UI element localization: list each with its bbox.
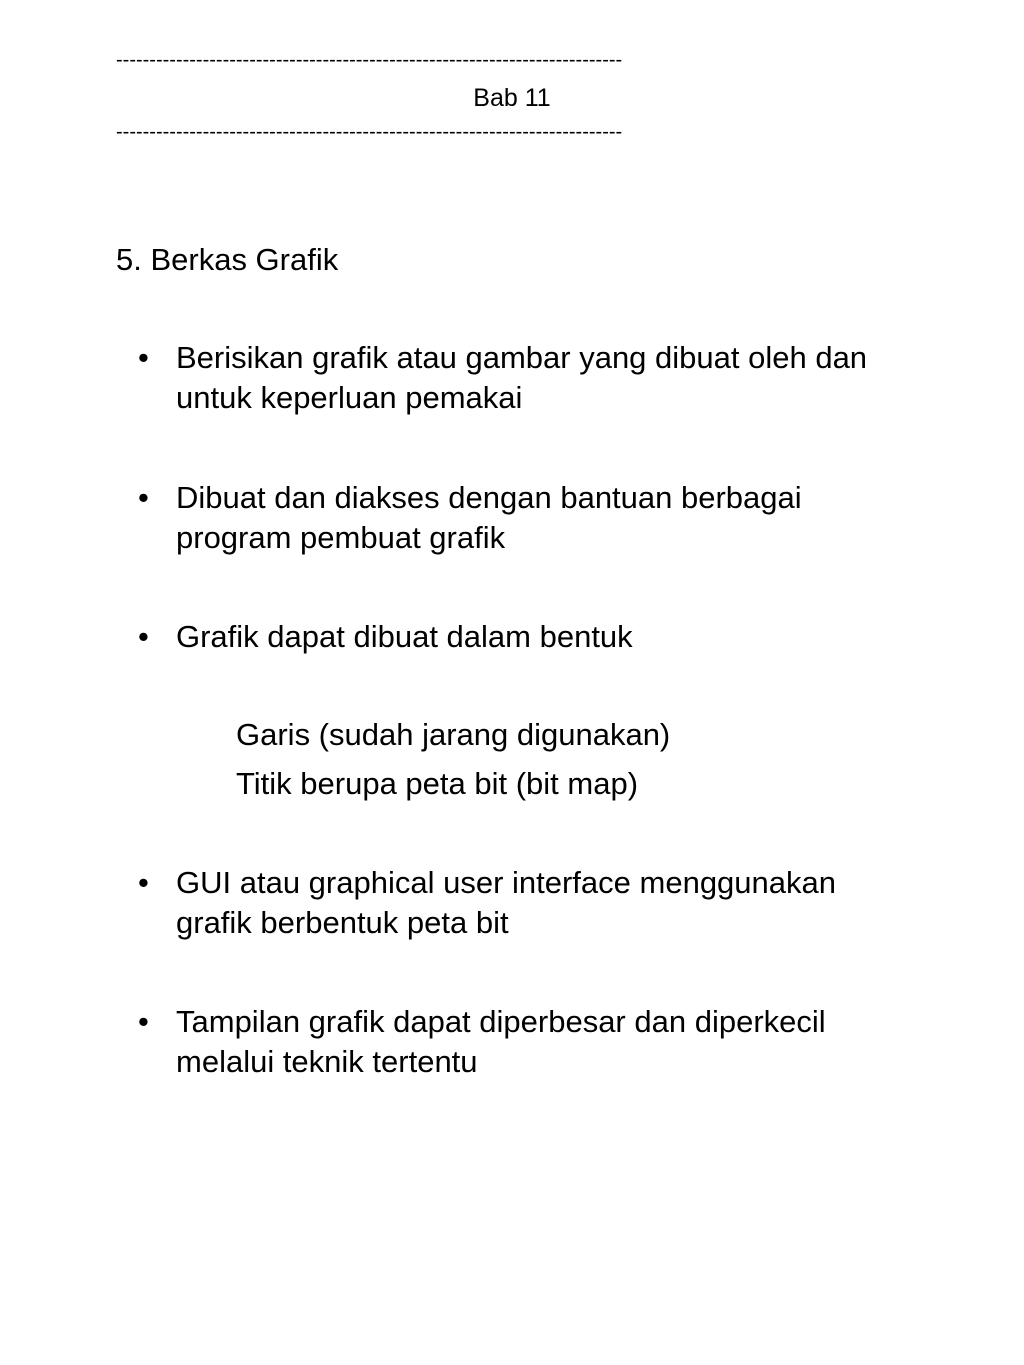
bullet-line: GUI atau graphical user interface menggunakan xyxy=(176,865,837,900)
header-rule-top: ---------------------------------------------------------------------------- xyxy=(116,49,623,71)
sub-item: Titik berupa peta bit (bit map) xyxy=(236,766,639,801)
bullet-marker: • xyxy=(138,1004,149,1039)
bullet-line: program pembuat grafik xyxy=(176,520,506,555)
bullet-text xyxy=(176,338,966,418)
bullet-text xyxy=(176,617,966,657)
bullet-line: Grafik dapat dibuat dalam bentuk xyxy=(176,619,633,654)
bullet-text xyxy=(176,1002,966,1082)
section-title: 5. Berkas Grafik xyxy=(116,242,339,277)
bullet-line: Berisikan grafik atau gambar yang dibuat oleh dan xyxy=(176,340,868,375)
bullet-text xyxy=(176,863,966,943)
sub-item: Garis (sudah jarang digunakan) xyxy=(236,717,671,752)
bullet-marker: • xyxy=(138,340,149,375)
bullet-line: grafik berbentuk peta bit xyxy=(176,905,509,940)
bullet-line: untuk keperluan pemakai xyxy=(176,380,523,415)
header-rule-bottom: ---------------------------------------------------------------------------- xyxy=(116,121,623,143)
bullet-marker: • xyxy=(138,865,149,900)
bullet-text xyxy=(176,478,966,558)
bullet-marker: • xyxy=(138,619,149,654)
bullet-line: Dibuat dan diakses dengan bantuan berbagai xyxy=(176,480,802,515)
chapter-label: Bab 11 xyxy=(473,84,551,112)
bullet-line: melalui teknik tertentu xyxy=(176,1044,478,1079)
bullet-line: Tampilan grafik dapat diperbesar dan diperkecil xyxy=(176,1004,826,1039)
bullet-marker: • xyxy=(138,480,149,515)
